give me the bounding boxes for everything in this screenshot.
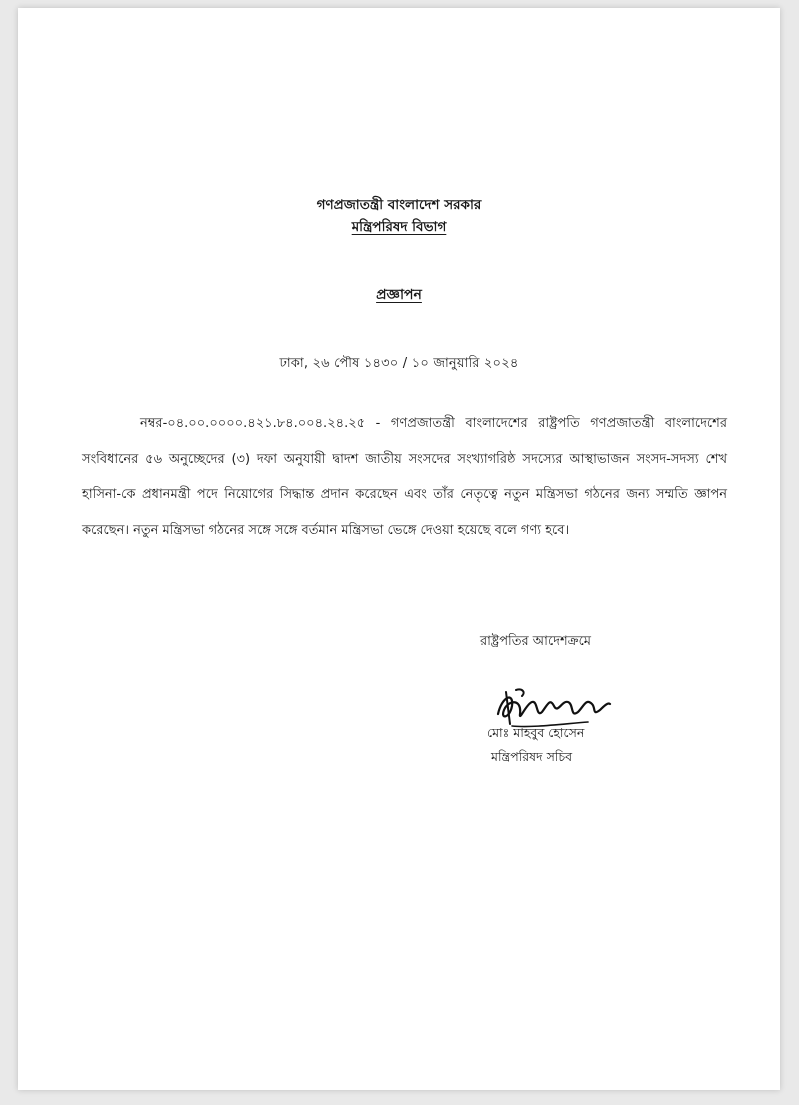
notice-title-text: প্রজ্ঞাপন: [376, 287, 422, 303]
document-page: [18, 8, 780, 1090]
division-heading-text: মন্ত্রিপরিষদ বিভাগ: [351, 219, 447, 235]
signer-designation: মন্ত্রিপরিষদ সচিব: [491, 749, 573, 764]
by-order-line: রাষ্ট্রপতির আদেশক্রমে: [480, 634, 592, 649]
notice-body: নম্বর-০৪.০০.০০০০.৪২১.৮৪.০০৪.২৪.২৫ - গণপ্রজাতন্ত্রী বাংলাদেশের রাষ্ট্রপতি গণপ্রজাতন্ত্রী বাংলাদেশের সংবিধানের ৫৬ অনুচ্ছেদের (৩) দফা অনুযায়ী দ্বাদশ জাতীয় সংসদের সংখ্যাগরিষ্ঠ সদস্যের আস্থাভাজন সংসদ-সদস্য শেখ হাসিনা-কে প্রধানমন্ত্রী পদে নিয়োগের সিদ্ধান্ত প্রদান করেছেন এবং তাঁর নেতৃত্বে নতুন মন্ত্রিসভা গঠনের জন্য সম্মতি জ্ঞাপন করেছেন। নতুন মন্ত্রিসভা গঠনের সঙ্গে সঙ্গে বর্তমান মন্ত্রিসভা ভেঙ্গে দেওয়া হয়েছে বলে গণ্য হবে।: [82, 416, 727, 538]
division-heading: [18, 216, 780, 239]
government-heading: গণপ্রজাতন্ত্রী বাংলাদেশ সরকার: [316, 197, 482, 213]
notice-title: [18, 283, 780, 307]
signer-name: মোঃ মাহবুব হোসেন: [487, 725, 585, 740]
date-line: ঢাকা, ২৬ পৌষ ১৪৩০ / ১০ জানুয়ারি ২০২৪: [279, 356, 519, 371]
